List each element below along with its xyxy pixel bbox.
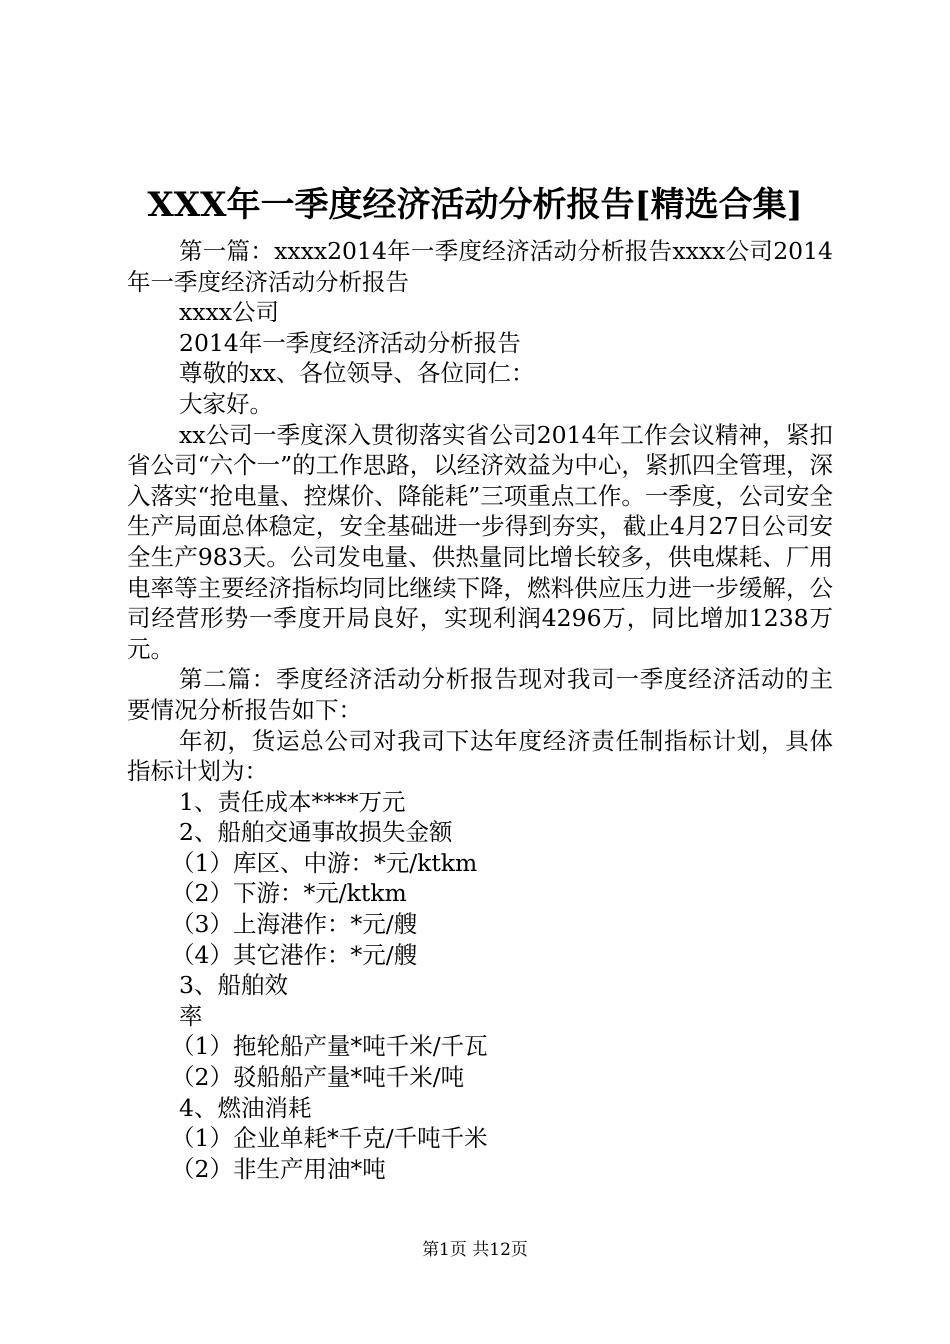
list-item-barge-output: （2）驳船船产量*吨千米/吨 [171,1063,465,1092]
list-item-ship-efficiency-continued: 率 [179,1001,203,1030]
list-item-downstream: （2）下游：*元/ktkm [171,879,407,908]
paragraph-report-title: 2014年一季度经济活动分析报告 [179,328,521,357]
paragraph-greeting: 大家好。 [179,389,273,418]
paragraph-part-one-heading: 第一篇：xxxx2014年一季度经济活动分析报告xxxx公司2014年一季度经济活动分析报告 [127,237,833,296]
paragraph-salutation: 尊敬的xx、各位领导、各位同仁： [179,359,535,388]
list-item-other-port: （4）其它港作：*元/艘 [171,940,418,969]
list-item-reservoir-midstream: （1）库区、中游：*元/ktkm [171,848,478,877]
document-title: XXX年一季度经济活动分析报告[精选合集] [147,185,803,225]
paragraph-plan-intro: 年初，货运总公司对我司下达年度经济责任制指标计划，具体指标计划为： [127,726,833,786]
paragraph-summary: xx公司一季度深入贯彻落实省公司2014年工作会议精神，紧扣省公司“六个一”的工作思路，以经济效益为中心，紧抓四全管理，深入落实“抢电量、控煤价、降能耗”三项重点工作。一季度，公司安全生产局面总体稳定，安全基础进一步得到夯实，截止4月27日公司安全生产983天。公司发电量、供热量同比增长较多，供电煤耗、厂用电率等主要经济指标均同比继续下降，燃料供应压力进一步缓解，公司经营形势一季度开局良好，实现利润4296万，同比增加1238万元。 [127,420,833,663]
paragraph-company-name: xxxx公司 [179,298,280,327]
list-item-tugboat-output: （1）拖轮船产量*吨千米/千瓦 [171,1032,488,1061]
list-item-accident-loss: 2、船舶交通事故损失金额 [179,818,453,847]
paragraph-part-two-heading: 第二篇：季度经济活动分析报告现对我司一季度经济活动的主要情况分析报告如下： [127,665,833,724]
page-footer: 第1页 共12页 [422,1240,528,1260]
list-item-responsibility-cost: 1、责任成本****万元 [179,787,406,816]
list-item-ship-efficiency: 3、船舶效 [179,971,288,1000]
list-item-non-production-oil: （2）非生产用油*吨 [171,1154,386,1183]
list-item-shanghai-port: （3）上海港作：*元/艘 [171,910,418,939]
document-body [127,236,833,1184]
list-item-enterprise-unit-consumption: （1）企业单耗*千克/千吨千米 [171,1124,488,1153]
list-item-fuel-consumption: 4、燃油消耗 [179,1093,312,1122]
